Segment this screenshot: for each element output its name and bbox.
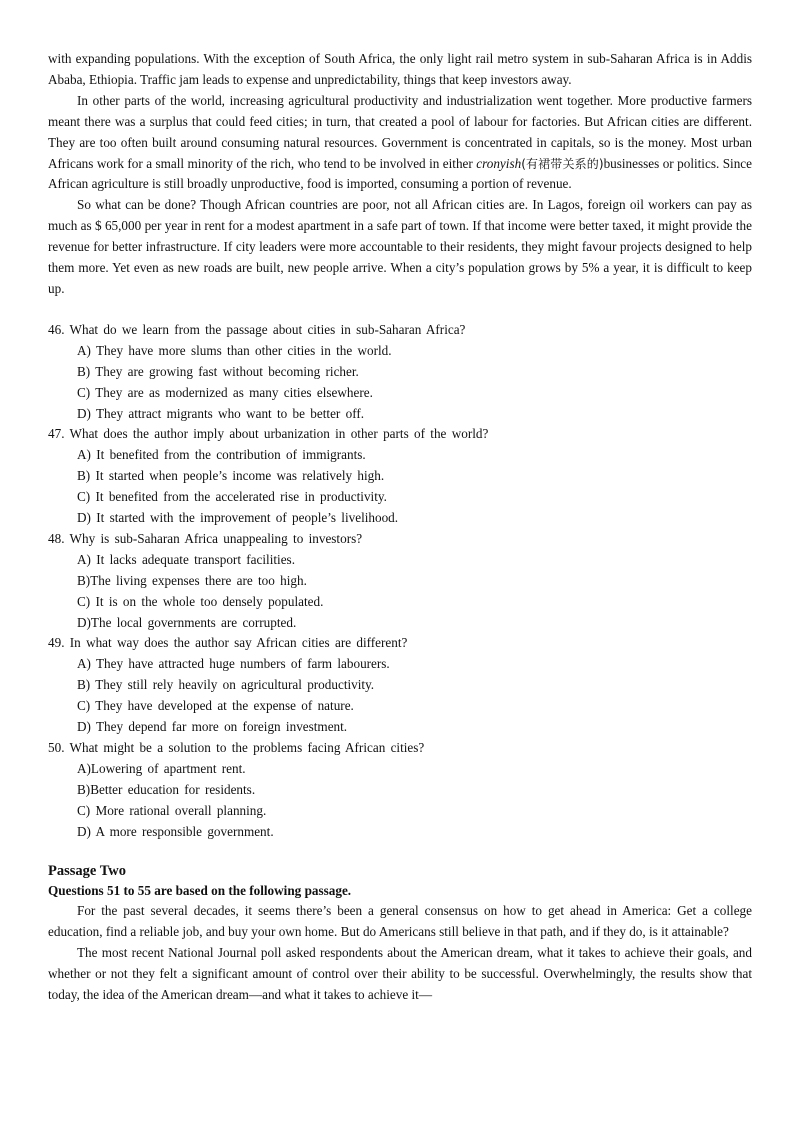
answer-option-b: B) They are growing fast without becoming richer. — [77, 363, 359, 379]
paragraph-2-text-start: In other parts of the world, increasing agricultural productivity and industrialization went together. More productive farmers meant there was a surplus that could feed cities; in turn, that created a pool of labour for factories. But African cities are different. They are too often built around consuming natural resources. Government is concentrated in capitals, so is the money. Most urban Africans work for a small minority of the rich, who tend to be involved in either — [48, 92, 752, 171]
question-list — [48, 320, 752, 843]
question-stem: 49. In what way does the author say African cities are different? — [48, 635, 408, 651]
section-spacer — [48, 843, 752, 861]
answer-option-b: B) It started when people’s income was relatively high. — [77, 468, 385, 484]
answer-option-a: A) They have attracted huge numbers of farm labourers. — [77, 656, 390, 672]
question-stem: 47. What does the author imply about urbanization in other parts of the world? — [48, 426, 489, 442]
answer-option-a: A) It lacks adequate transport facilities. — [77, 551, 295, 567]
answer-option-a: A)Lowering of apartment rent. — [77, 760, 246, 776]
answer-option-b: B)Better education for residents. — [77, 781, 256, 797]
chinese-gloss: (有裙带关系的) — [521, 156, 604, 171]
passage-two-paragraph-1: For the past several decades, it seems there’s been a general consensus on how to get ahead in America: Get a college education, find a reliable job, and buy your own home. But do Americans still believe in that path, and if they do, is it attainable? — [48, 903, 752, 940]
answer-option-c: C) It benefited from the accelerated rise in productivity. — [77, 489, 387, 505]
italic-term-cronyish: cronyish — [476, 155, 522, 171]
answer-option-d: D)The local governments are corrupted. — [77, 614, 297, 630]
passage-two-paragraph-2: The most recent National Journal poll asked respondents about the American dream, what it takes to achieve their goals, and whether or not they felt a significant amount of control over their ability to be successful. Overwhelmingly, the results show that today, the idea of the American dream—and what it takes to achieve it— — [48, 945, 752, 1003]
passage-one-paragraph-2 — [48, 91, 752, 196]
answer-option-c: C) It is on the whole too densely populated. — [77, 593, 324, 609]
passage-two-title: Passage Two — [48, 862, 127, 879]
answer-option-a: A) They have more slums than other cities in the world. — [77, 342, 392, 358]
answer-option-c: C) They have developed at the expense of nature. — [77, 698, 354, 714]
answer-option-b: B) They still rely heavily on agricultural productivity. — [77, 677, 375, 693]
answer-option-d: D) A more responsible government. — [77, 823, 274, 839]
question-50 — [48, 738, 752, 843]
answer-option-d: D) They depend far more on foreign investment. — [77, 719, 348, 735]
paragraph-2-text-end: businesses or politics. Since African agriculture is still broadly unproductive, food is imported, consuming a portion of revenue. — [48, 155, 752, 192]
question-stem: 50. What might be a solution to the problems facing African cities? — [48, 740, 425, 755]
question-stem: 48. Why is sub-Saharan Africa unappealing to investors? — [48, 530, 363, 546]
question-49 — [48, 633, 752, 738]
passage-one-paragraph-1: with expanding populations. With the exception of South Africa, the only light rail metro system in sub-Saharan Africa is in Addis Ababa, Ethiopia. Traffic jam leads to expense and unpredictability, things that keep investors away. — [48, 51, 752, 87]
answer-option-b: B)The living expenses there are too high. — [77, 572, 307, 588]
passage-two-instructions: Questions 51 to 55 are based on the following passage. — [48, 882, 352, 898]
answer-option-d: D) They attract migrants who want to be better off. — [77, 405, 365, 421]
question-48 — [48, 529, 752, 634]
answer-option-d: D) It started with the improvement of people’s livelihood. — [77, 510, 399, 526]
question-stem: 46. What do we learn from the passage about cities in sub-Saharan Africa? — [48, 321, 466, 337]
question-47 — [48, 424, 752, 529]
question-46 — [48, 320, 752, 425]
answer-option-c: C) More rational overall planning. — [77, 802, 267, 818]
answer-option-c: C) They are as modernized as many cities elsewhere. — [77, 384, 373, 400]
passage-one-paragraph-3: So what can be done? Though African countries are poor, not all African cities are. In Lagos, foreign oil workers can pay as much as $ 65,000 per year in rent for a modest apartment in a safe part of town. If that income were better taxed, it might provide the revenue for better infrastructure. If city leaders were more accountable to their residents, they might favour projects designed to help them more. Yet even as new roads are built, new people arrive. When a city’s population grows by 5% a year, it is difficult to keep up. — [48, 197, 752, 296]
section-spacer — [48, 300, 752, 320]
answer-option-a: A) It benefited from the contribution of immigrants. — [77, 447, 366, 463]
